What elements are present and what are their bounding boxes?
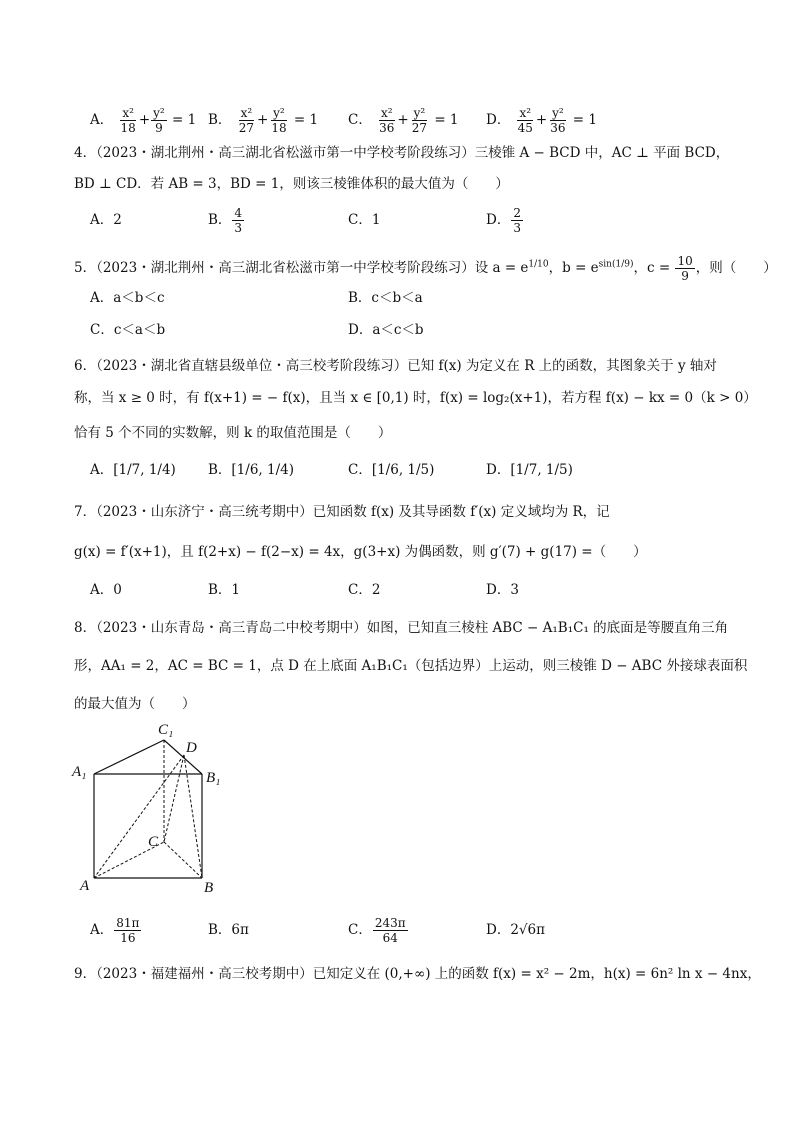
label-c: C xyxy=(148,834,159,850)
q8-option-b: B．6π xyxy=(208,922,249,938)
q4-option-a: A．2 xyxy=(90,212,122,228)
q8-option-d: D．2√6π xyxy=(486,922,545,938)
q8-line-3: 的最大值为（ ） xyxy=(74,696,196,712)
label-b: B xyxy=(204,880,214,896)
label-d: D xyxy=(186,740,197,756)
q6-line-1: 6．（2023・湖北省直辖县级单位・高三校考阶段练习）已知 f(x) 为定义在 R 上的函数，其图象关于 y 轴对 xyxy=(74,358,717,374)
q6-option-d: D．[1/7, 1/5) xyxy=(486,462,573,478)
q9-line-1: 9．（2023・福建福州・高三校考期中）已知定义在 (0,+∞) 上的函数 f(x) = x² − 2m，h(x) = 6n² ln x − 4nx， xyxy=(74,966,761,982)
q3-option-a: A． $\frac{\text{x²}}{18}$ + $\frac{\text{y²}}{9}$ = 1 xyxy=(90,106,197,135)
q7-option-d: D．3 xyxy=(486,582,519,598)
label-b1: B₁ xyxy=(206,770,221,786)
q4-line-1: 4．（2023・湖北荆州・高三湖北省松滋市第一中学校考阶段练习）三棱锥 A − BCD 中，AC ⊥ 平面 BCD， xyxy=(74,145,730,161)
q8-option-c: C． $\frac{243\pi}{64}$ xyxy=(348,916,406,945)
q5-line-1: 5．（2023・湖北荆州・高三湖北省松滋市第一中学校考阶段练习）设 $a = e^{1/10}$，$b = e^{sin(1/9)}$，c = $\frac{10}{9}$ ，则（ ） xyxy=(74,254,777,283)
q7-option-b: B．1 xyxy=(208,582,241,598)
q6-option-a: A．[1/7, 1/4) xyxy=(90,462,176,478)
q3-option-b: B． $\frac{\text{x²}}{27}$ + $\frac{\text{y²}}{18}$ = 1 xyxy=(208,106,319,135)
q8-option-a: A． $\frac{81\pi}{16}$ xyxy=(90,916,140,945)
q6-line-2: 称，当 x ≥ 0 时，有 f(x+1) = − f(x)，且当 x ∈ [0,1) 时，f(x) = log₂(x+1)，若方程 f(x) − kx = 0（k > 0） xyxy=(74,390,757,406)
q4-option-b: B． $\frac{4}{3}$ xyxy=(208,206,243,235)
q3-option-c: C． $\frac{\text{x²}}{36}$ + $\frac{\text{y²}}{27}$ = 1 xyxy=(348,106,459,135)
q4-line-2: BD ⊥ CD．若 AB = 3，BD = 1，则该三棱锥体积的最大值为（ ） xyxy=(74,176,509,192)
q7-line-2: g(x) = f′(x+1)，且 f(2+x) − f(2−x) = 4x，g(3+x) 为偶函数，则 g′(7) + g(17) =（ ） xyxy=(74,544,647,560)
q5-option-d: D．a＜c＜b xyxy=(348,322,424,338)
q3-option-d: D． $\frac{\text{x²}}{45}$ + $\frac{\text{y²}}{36}$ = 1 xyxy=(486,106,597,135)
q6-option-b: B．[1/6, 1/4) xyxy=(208,462,294,478)
q6-line-3: 恰有 5 个不同的实数解，则 k 的取值范围是（ ） xyxy=(74,425,392,441)
q6-option-c: C．[1/6, 1/5) xyxy=(348,462,435,478)
edge-a1-c1 xyxy=(94,740,164,774)
q4-option-d: D． $\frac{2}{3}$ xyxy=(486,206,521,235)
q5-option-b: B．c＜b＜a xyxy=(348,290,423,306)
label-c1: C₁ xyxy=(158,722,174,738)
q8-line-2: 形，AA₁ = 2，AC = BC = 1，点 D 在上底面 A₁B₁C₁（包括边界）上运动，则三棱锥 D − ABC 外接球表面积 xyxy=(74,658,748,674)
label-a1: A₁ xyxy=(72,764,87,780)
q7-option-a: A．0 xyxy=(90,582,122,598)
q7-line-1: 7．（2023・山东济宁・高三统考期中）已知函数 f(x) 及其导函数 f′(x) 定义域均为 R，记 xyxy=(74,504,610,520)
prism-figure xyxy=(70,718,240,900)
q5-option-a: A．a＜b＜c xyxy=(90,290,165,306)
q5-option-c: C．c＜a＜b xyxy=(90,322,166,338)
q4-option-c: C．1 xyxy=(348,212,381,228)
q8-line-1: 8．（2023・山东青岛・高三青岛二中校考期中）如图，已知直三棱柱 ABC − A₁B₁C₁ 的底面是等腰直角三角 xyxy=(74,620,729,636)
label-a: A xyxy=(80,878,90,894)
q7-option-c: C．2 xyxy=(348,582,381,598)
edge-c-b xyxy=(164,842,202,878)
